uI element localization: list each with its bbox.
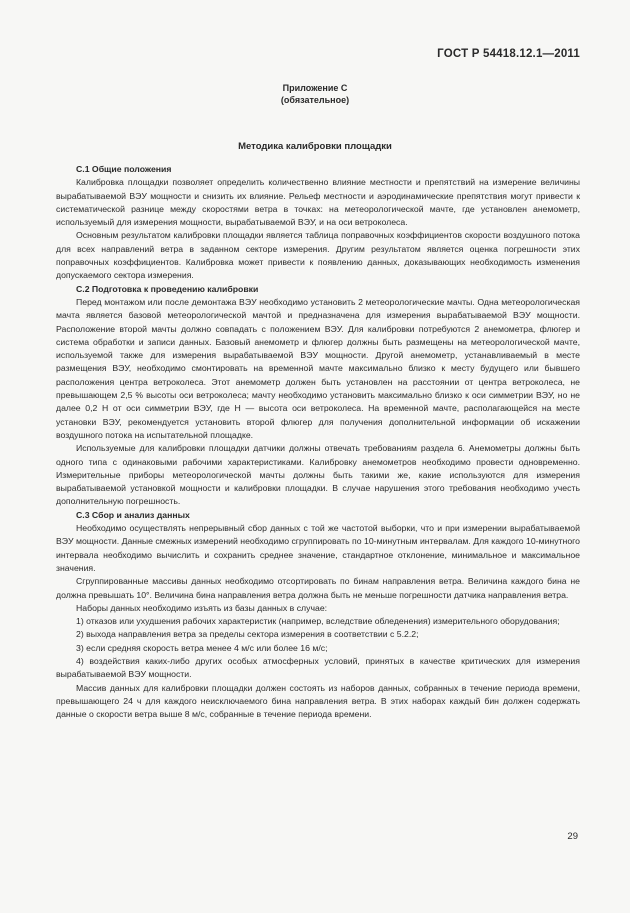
paragraph: Основным результатом калибровки площадки является таблица поправочных коэффициентов скорости воздушного потока для всех направлений ветра в заданном секторе измерения. Другим результатом является оценка погрешности этих поправочных коэффициентов. Калибровка может привести к появлению данных, доказывающих необходимость изменения допускаемого сектора измерения.: [56, 230, 580, 281]
section-title: Методика калибровки площадки: [238, 141, 392, 152]
annex-subtitle: (обязательное): [280, 95, 350, 105]
paragraph: Калибровка площадки позволяет определить количественно влияние местности и препятствий на измерение величины вырабатываемой ВЭУ мощности и снизить их влияние. Рельеф местности и аэродинамические препятствия могут привести к систематической разнице между скоростями ветра в точках: на метеорологической мачте, где установлен анемометр, используемый для измерения мощности, вырабатываемой ВЭУ, и на оси ветроколеса.: [56, 177, 580, 228]
subsection-heading: С.1 Общие положения: [76, 164, 172, 174]
subsection-heading: С.2 Подготовка к проведению калибровки: [76, 283, 259, 294]
annex-heading: [0, 82, 630, 106]
page-number: 29: [567, 831, 578, 842]
paragraph: 1) отказов или ухудшения рабочих характеристик (например, вследствие обледенения) измерительного оборудования;: [76, 616, 560, 627]
paragraph: 2) выхода направления ветра за пределы сектора измерения в соответствии с 5.2.2;: [76, 629, 419, 640]
subsection-heading: С.3 Сбор и анализ данных: [76, 509, 190, 520]
document-code: ГОСТ Р 54418.12.1—2011: [437, 48, 580, 60]
paragraph: Наборы данных необходимо изъять из базы данных в случае:: [76, 602, 328, 613]
paragraph: 3) если средняя скорость ветра менее 4 м/с или более 16 м/с;: [76, 642, 328, 653]
paragraph: Перед монтажом или после демонтажа ВЭУ необходимо установить 2 метеорологические мачты. Одна метеорологическая мачта является базовой метеорологической мачтой и предназначена для измерения вырабатываемой ВЭУ мощности. Расположение второй мачты должно совпадать с положением ВЭУ. Для калибровки потребуются 2 анемометра, флюгер и система обработки и записи данных. Базовый анемометр и флюгер должны быть размещены на метеорологической мачте, используемой также для измерения вырабатываемой ВЭУ мощности. Другой анемометр, устанавливаемый в месте размещения ВЭУ, необходимо смонтировать на временной мачте максимально близко к месту будущего или бывшего расположения центра ветроколеса. Этот анемометр должен быть установлен на расстоянии от центра ветроколеса, не превышающем 2,5 % высоты оси ветроколеса; мачту необходимо установить максимально близко к оси симметрии ВЭУ, но не далее 0,2 Н от оси симметрии ВЭУ, где Н — высота оси ветроколеса. На временной мачте, располагающейся на месте установки ВЭУ, рекомендуется установить второй флюгер для получения дополнительной информации об искажении воздушного потока на испытательной площадке.: [56, 296, 580, 440]
paragraph: Массив данных для калибровки площадки должен состоять из наборов данных, собранных в течение периода времени, превышающего 24 ч для каждого неисключаемого бина направления ветра. В этих наборах каждый бин должен содержать данные о скорости ветра выше 8 м/с, собранные в течение периода времени.: [56, 682, 580, 720]
paragraph: Необходимо осуществлять непрерывный сбор данных с той же частотой выборки, что и при измерении вырабатываемой ВЭУ мощности. Данные смежных измерений необходимо сгруппировать по 10-минутным интервалам. Для каждого 10-минутного интервала необходимо вычислить и сохранить среднее значение, стандартное отклонение, минимальное и максимальное значения.: [56, 523, 580, 573]
paragraph: 4) воздействия каких-либо других особых атмосферных условий, принятых в качестве критических для измерения вырабатываемой ВЭУ мощности.: [56, 655, 580, 680]
paragraph: Сгруппированные массивы данных необходимо отсортировать по бинам направления ветра. Величина каждого бина не должна превышать 10°. Величина бина направления ветра должна быть не меньше погрешности датчика направления ветра.: [56, 576, 580, 600]
paragraph: Используемые для калибровки площадки датчики должны отвечать требованиям раздела 6. Анемометры должны быть одного типа с одинаковыми рабочими характеристиками. Калибровку анемометров необходимо провести одновременно. Измерительные приборы метеорологической мачты должны быть такими же, какие используются для измерения вырабатываемой установкой мощности и калибровки площадки. В случае нарушения этого требования необходимо учесть дополнительную погрешность.: [56, 443, 580, 507]
body-text: [56, 163, 580, 721]
annex-title: Приложение С: [282, 83, 348, 93]
